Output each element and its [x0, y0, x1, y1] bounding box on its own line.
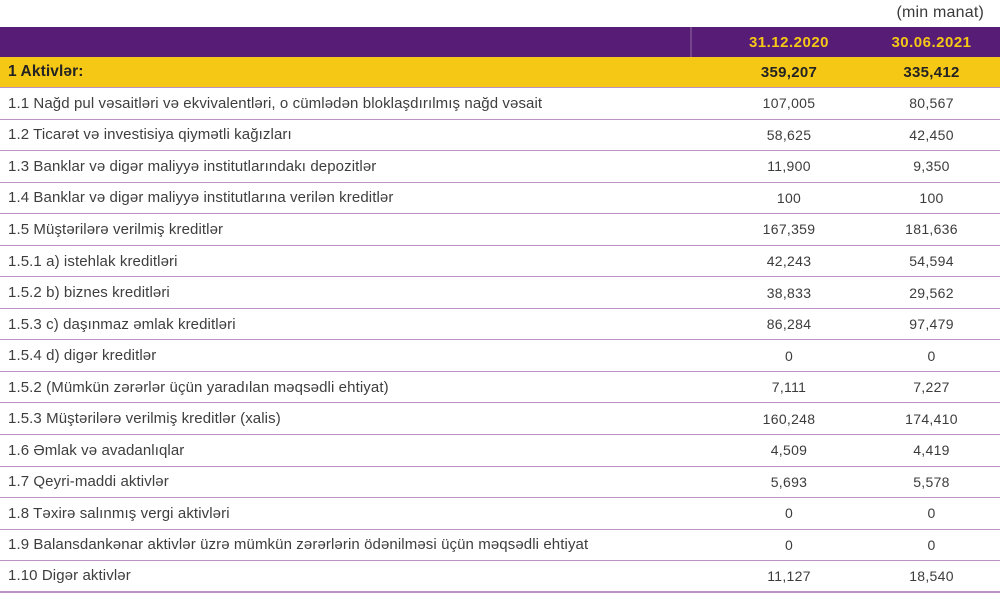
row-label: 1.5 Müştərilərə verilmiş kreditlər — [8, 220, 224, 238]
row-value-2020: 11,127 — [767, 567, 811, 584]
column-header-30-06-2021: 30.06.2021 — [891, 33, 972, 51]
table-row — [0, 403, 1000, 435]
row-value-2020: 100 — [776, 189, 802, 206]
row-label: 1.5.3 c) daşınmaz əmlak kreditləri — [8, 315, 236, 333]
row-value-2020: 7,111 — [771, 379, 807, 396]
table-header-row — [0, 27, 1000, 57]
row-value-2021: 7,227 — [913, 379, 950, 396]
total-value-2020: 359,207 — [760, 63, 818, 81]
table-row — [0, 435, 1000, 467]
assets-table — [0, 27, 1000, 593]
row-value-2020: 167,359 — [762, 221, 816, 238]
table-row — [0, 151, 1000, 183]
row-label: 1.4 Banklar və digər maliyyə institutlarına verilən kreditlər — [8, 189, 394, 207]
row-value-2020: 5,693 — [770, 473, 808, 490]
table-row — [0, 530, 1000, 562]
row-value-2021: 9,350 — [913, 158, 950, 175]
unit-note: (min manat) — [896, 4, 984, 21]
table-row — [0, 467, 1000, 499]
row-value-2021: 80,567 — [909, 95, 954, 112]
total-row-assets — [0, 57, 1000, 88]
row-value-2020: 0 — [784, 347, 794, 364]
row-label: 1.2 Ticarət və investisiya qiymətli kağızları — [8, 126, 292, 144]
row-label: 1.5.4 d) digər kreditlər — [8, 347, 157, 365]
row-label: 1.5.2 (Mümkün zərərlər üçün yaradılan məqsədli ehtiyat) — [8, 378, 389, 396]
row-value-2020: 4,509 — [770, 442, 808, 459]
total-value-2021: 335,412 — [903, 63, 960, 81]
row-value-2021: 0 — [927, 505, 936, 522]
row-value-2020: 42,243 — [766, 253, 812, 269]
row-value-2021: 18,540 — [909, 567, 954, 584]
table-row — [0, 120, 1000, 152]
row-value-2020: 0 — [784, 536, 794, 553]
table-row — [0, 277, 1000, 309]
column-header-31-12-2020: 31.12.2020 — [748, 33, 830, 51]
table-row — [0, 340, 1000, 372]
row-value-2020: 38,833 — [766, 284, 812, 301]
row-label: 1.7 Qeyri-maddi aktivlər — [8, 473, 169, 491]
header-column-divider — [690, 27, 692, 57]
table-row — [0, 246, 1000, 278]
row-label: 1.5.3 Müştərilərə verilmiş kreditlər (xalis) — [8, 410, 281, 428]
table-body — [0, 88, 1000, 593]
table-row — [0, 498, 1000, 530]
row-value-2021: 181,636 — [905, 221, 958, 238]
table-row — [0, 183, 1000, 215]
row-value-2021: 97,479 — [909, 316, 954, 333]
row-label: 1.9 Balansdankənar aktivlər üzrə mümkün zərərlərin ödənilməsi üçün məqsədli ehtiyat — [8, 536, 589, 554]
row-value-2021: 54,594 — [909, 253, 954, 269]
row-value-2021: 42,450 — [909, 126, 954, 143]
row-label: 1.8 Təxirə salınmış vergi aktivləri — [8, 504, 230, 522]
table-row — [0, 309, 1000, 341]
row-label: 1.5.2 b) biznes kreditləri — [8, 284, 170, 302]
table-row — [0, 214, 1000, 246]
row-label: 1.6 Əmlak və avadanlıqlar — [8, 441, 185, 459]
row-value-2020: 0 — [784, 505, 794, 522]
row-value-2021: 0 — [927, 536, 936, 553]
row-value-2021: 4,419 — [913, 442, 950, 459]
row-label: 1.5.1 a) istehlak kreditləri — [8, 252, 178, 270]
row-value-2021: 174,410 — [905, 410, 958, 427]
row-value-2021: 100 — [919, 189, 944, 206]
table-row — [0, 561, 1000, 593]
row-label: 1.3 Banklar və digər maliyyə institutlarındakı depozitlər — [8, 157, 377, 175]
row-value-2020: 86,284 — [766, 316, 812, 333]
row-value-2021: 0 — [927, 347, 936, 364]
table-row — [0, 372, 1000, 404]
row-value-2020: 11,900 — [767, 158, 811, 175]
row-value-2020: 160,248 — [762, 410, 816, 427]
table-row — [0, 88, 1000, 120]
row-label: 1.10 Digər aktivlər — [8, 567, 131, 585]
row-label: 1.1 Nağd pul vəsaitləri və ekvivalentləri, o cümlədən bloklaşdırılmış nağd vəsait — [8, 94, 543, 112]
total-row-label: 1 Aktivlər: — [8, 63, 84, 80]
row-value-2020: 107,005 — [762, 95, 816, 112]
row-value-2021: 29,562 — [909, 284, 954, 301]
row-value-2021: 5,578 — [913, 473, 950, 490]
row-value-2020: 58,625 — [766, 126, 812, 143]
